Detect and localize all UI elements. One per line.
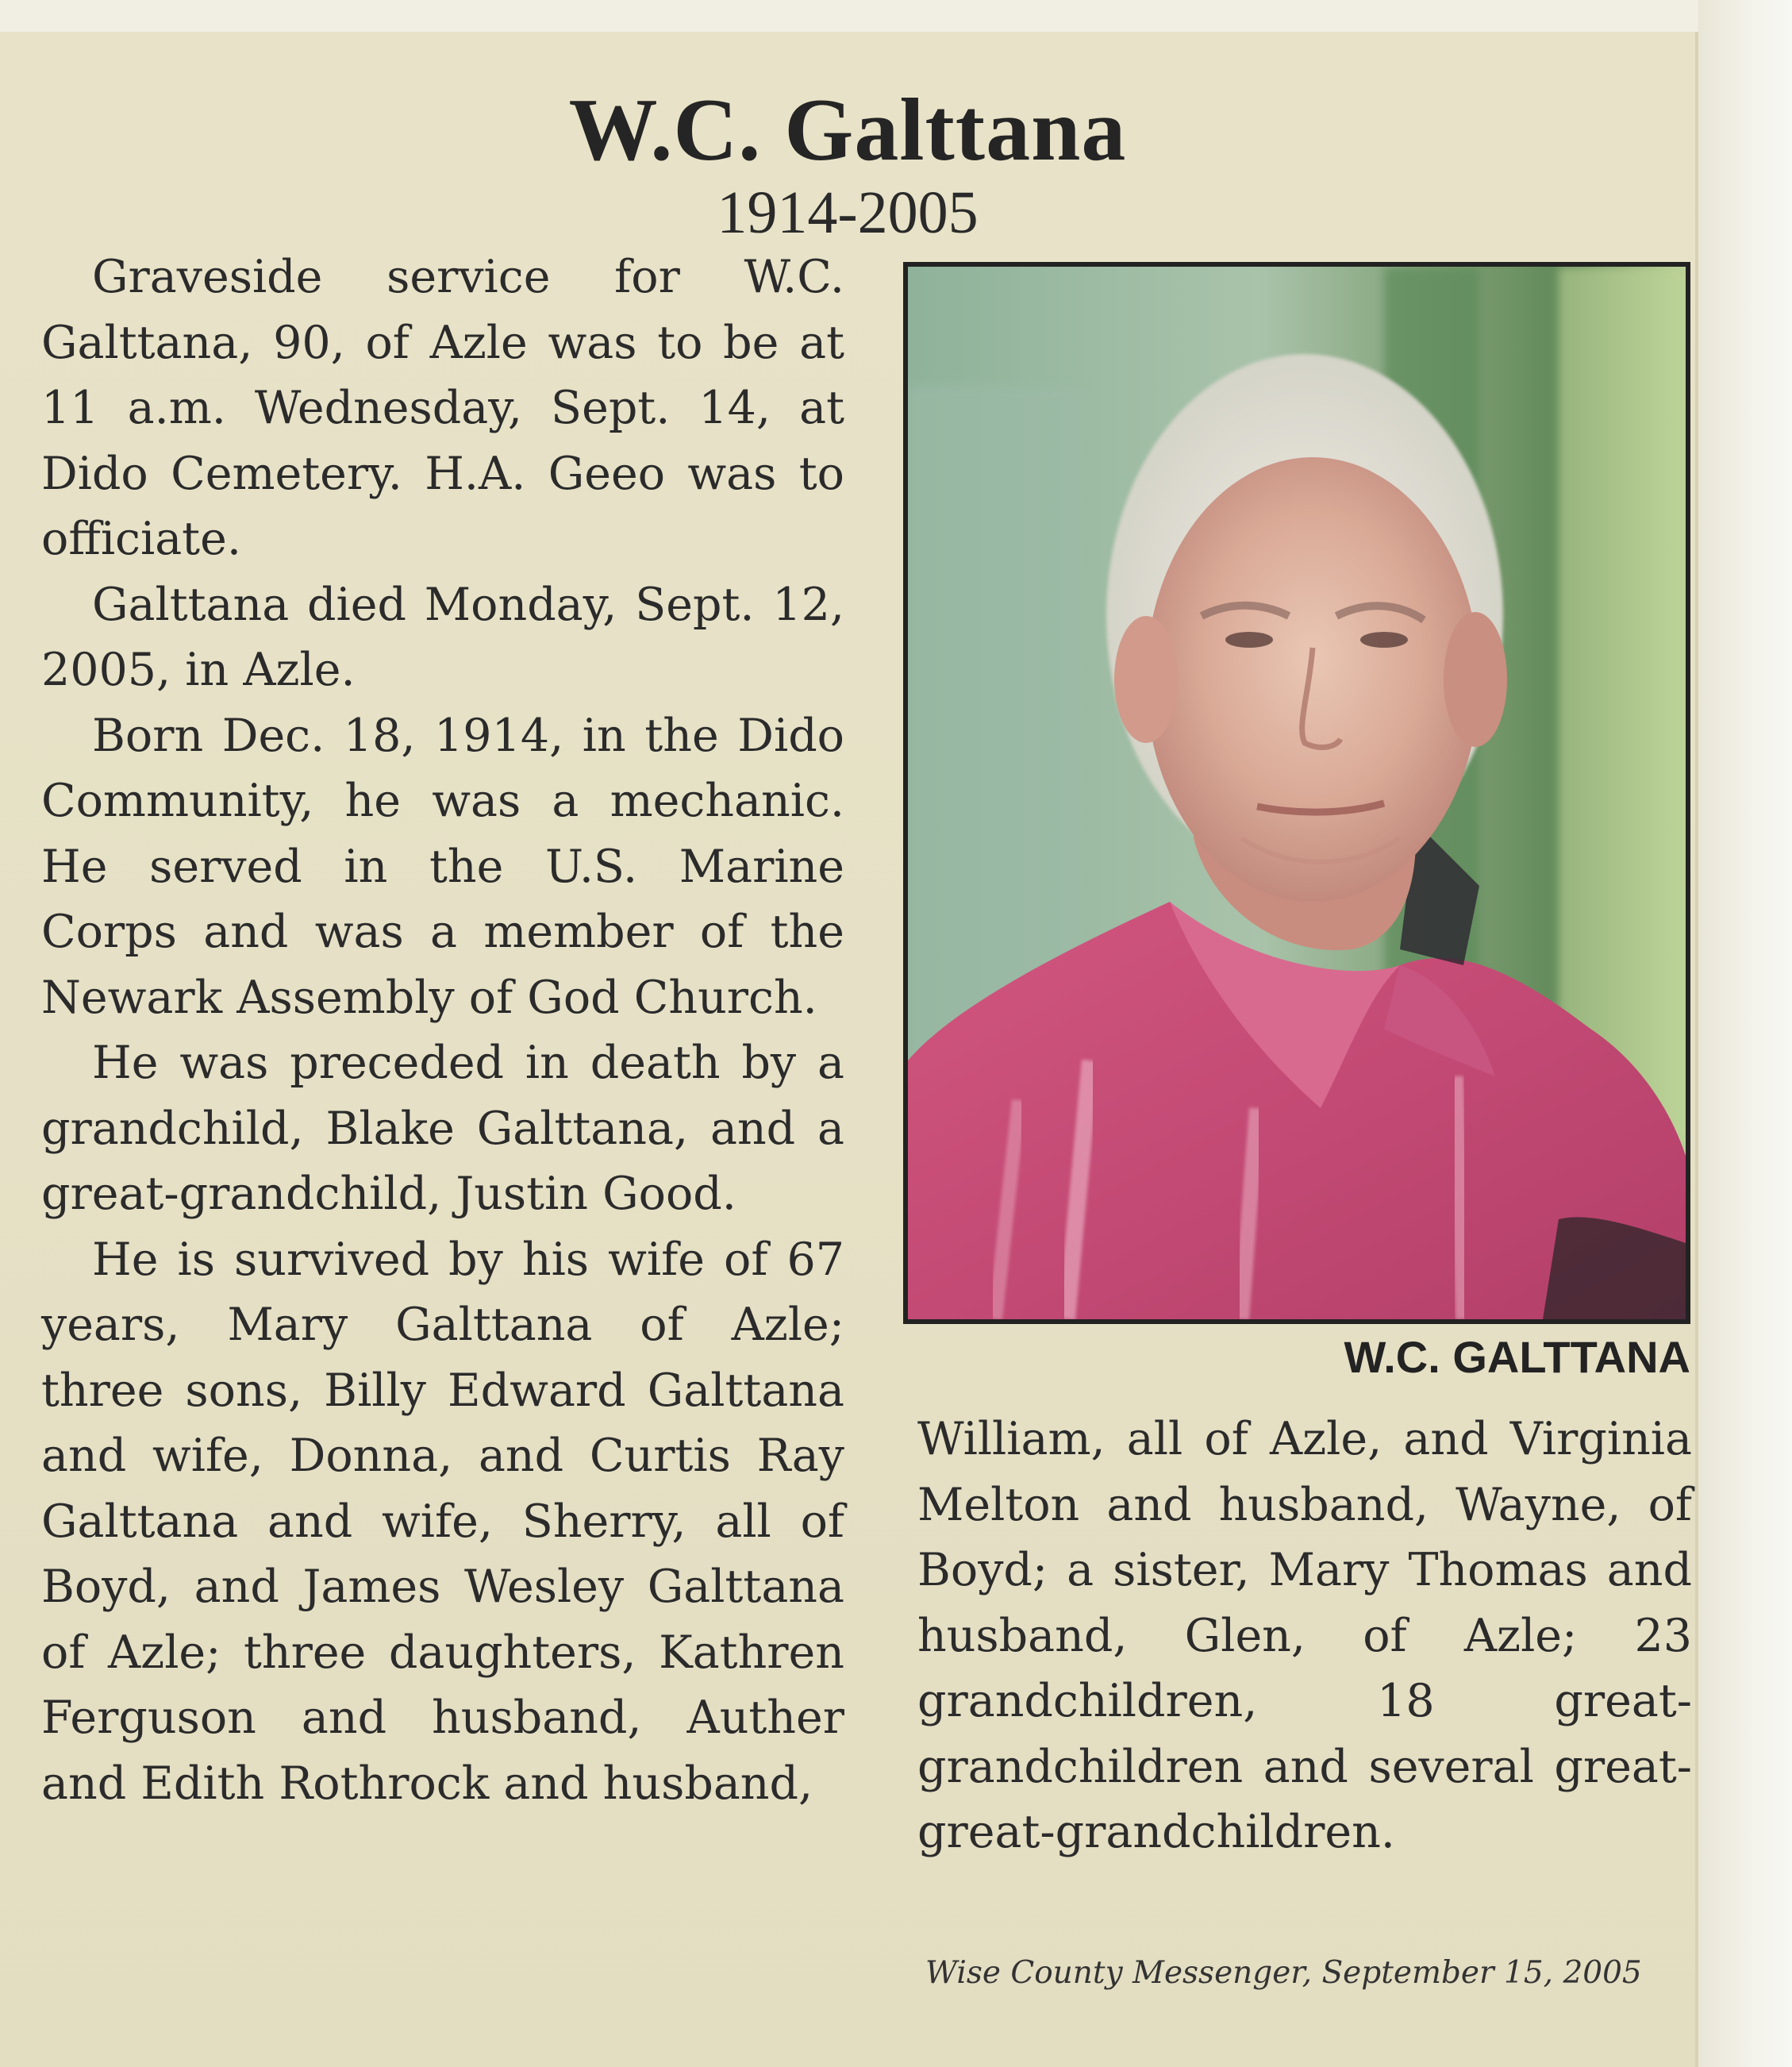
paragraph-survivors: He is survived by his wife of 67 years, Mary Galttana of Azle; three sons, Billy Edward Galttana and wife, Donna, and Curtis Ray Galttana and wife, Sherry, all of Boyd, and James Wesley Galttana of Azle; three daughters, Kathren Ferguson and husband, Auther and Edith Rothrock and husband, (41, 1233, 844, 1810)
paragraph-biography: Born Dec. 18, 1914, in the Dido Community, he was a mechanic. He served in the U.S. Marine Corps and was a member of the Newark Assembly of God Church. (41, 709, 844, 1024)
background-edge (1698, 0, 1792, 2067)
paragraph-survivors-continued: William, all of Azle, and Virginia Melton and husband, Wayne, of Boyd; a sister, Mary Thomas and husband, Glen, of Azle; 23 grandchildren, 18 great-grandchildren and several great-great-grandchildren. (917, 1413, 1692, 1858)
portrait-photo (903, 262, 1690, 1324)
obituary-years: 1914-2005 (717, 179, 979, 246)
left-column (41, 244, 844, 1816)
paragraph-service: Graveside service for W.C. Galttana, 90, of Azle was to be at 11 a.m. Wednesday, Sept. 14, at Dido Cemetery. H.A. Geeo was to officiate. (41, 251, 844, 565)
obituary-title: W.C. Galttana (568, 81, 1127, 179)
paragraph-preceded: He was preceded in death by a grandchild, Blake Galttana, and a great-grandchild, Justin Good. (41, 1037, 844, 1220)
source-credit: Wise County Messenger, September 15, 2005 (925, 1955, 1642, 1991)
paragraph-death: Galttana died Monday, Sept. 12, 2005, in Azle. (41, 578, 844, 696)
right-column (917, 1407, 1692, 1865)
photo-caption: W.C. GALTTANA (1344, 1332, 1690, 1382)
